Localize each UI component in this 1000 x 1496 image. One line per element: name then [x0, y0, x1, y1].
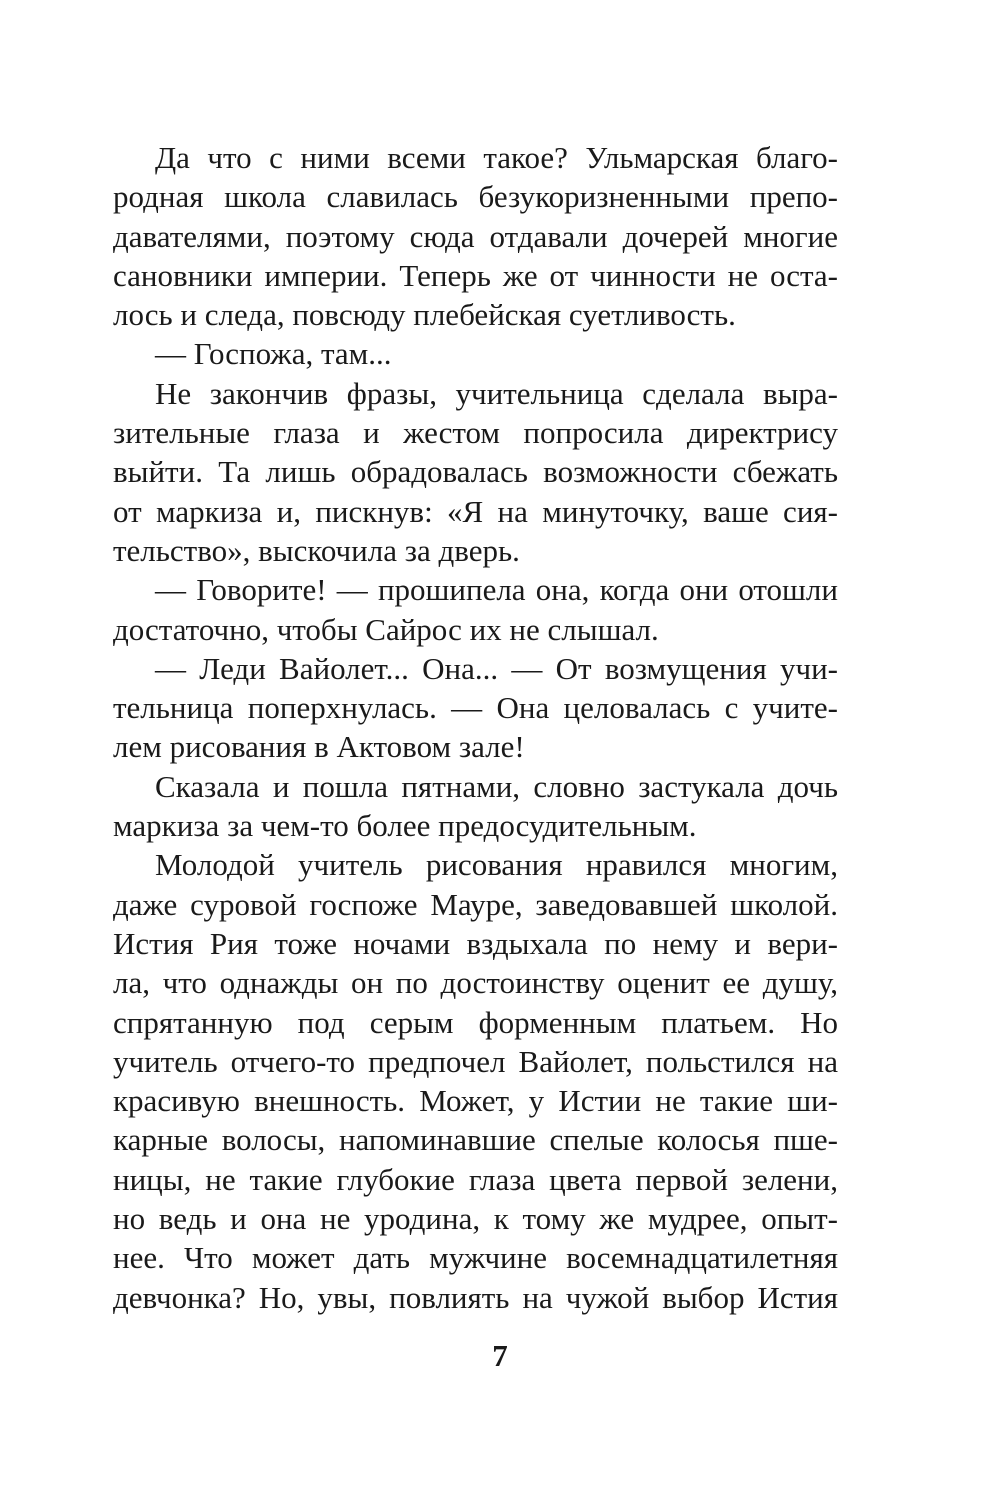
text-line: Не закончив фразы, учительница сделала выра-	[155, 375, 838, 411]
text-line: от маркиза и, пискнув: «Я на минуточку, ваше сия-	[113, 493, 838, 529]
text-line: Да что с ними всеми такое? Ульмарская благо-	[155, 140, 838, 175]
text-line: девчонка? Но, увы, повлиять на чужой выбор Истия	[113, 1279, 838, 1315]
text-line: тельница поперхнулась. — Она целовалась с учите-	[113, 690, 838, 726]
text-line: Молодой учитель рисования нравился многим,	[155, 847, 838, 883]
text-line: сановники империи. Теперь же от чинности не оста-	[113, 257, 838, 293]
text-line: — Леди Вайолет... Она... — От возмущения учи-	[155, 650, 838, 686]
text-line: Сказала и пошла пятнами, словно застукала дочь	[155, 768, 838, 804]
text-line: спрятанную под серым форменным платьем. Но	[113, 1004, 838, 1040]
text-line: карные волосы, напоминавшие спелые колосья пше-	[113, 1122, 838, 1158]
text-line: зительные глаза и жестом попросила директрису	[113, 415, 838, 451]
page-body-text	[113, 138, 838, 1317]
text-line: выйти. Та лишь обрадовалась возможности сбежать	[113, 454, 838, 490]
text-line: — Госпожа, там...	[155, 336, 392, 372]
text-line: ла, что однажды он по достоинству оценит ее душу,	[113, 965, 838, 1001]
page-number: 7	[492, 1338, 508, 1373]
text-line: достаточно, чтобы Сайрос их не слышал.	[113, 611, 659, 647]
text-line: давателями, поэтому сюда отдавали дочерей многие	[113, 218, 838, 254]
text-line: даже суровой госпоже Мауре, заведовавшей школой.	[113, 886, 838, 922]
text-line: — Говорите! — прошипела она, когда они отошли	[155, 572, 838, 608]
text-line: лось и следа, повсюду плебейская суетливость.	[113, 297, 736, 333]
text-line: красивую внешность. Может, у Истии не такие ши-	[113, 1083, 838, 1119]
text-line: родная школа славилась безукоризненными препо-	[113, 179, 838, 215]
text-line: ницы, не такие глубокие глаза цвета первой зелени,	[113, 1161, 838, 1197]
text-line: Истия Рия тоже ночами вздыхала по нему и вери-	[113, 925, 838, 961]
text-line: лем рисования в Актовом зале!	[113, 729, 525, 765]
text-line: маркиза за чем-то более предосудительным.	[113, 808, 697, 844]
text-line: тельство», выскочила за дверь.	[113, 532, 520, 568]
text-line: но ведь и она не уродина, к тому же мудрее, опыт-	[113, 1201, 838, 1237]
text-line: учитель отчего-то предпочел Вайолет, польстился на	[113, 1043, 838, 1079]
text-line: нее. Что может дать мужчине восемнадцатилетняя	[113, 1240, 838, 1276]
